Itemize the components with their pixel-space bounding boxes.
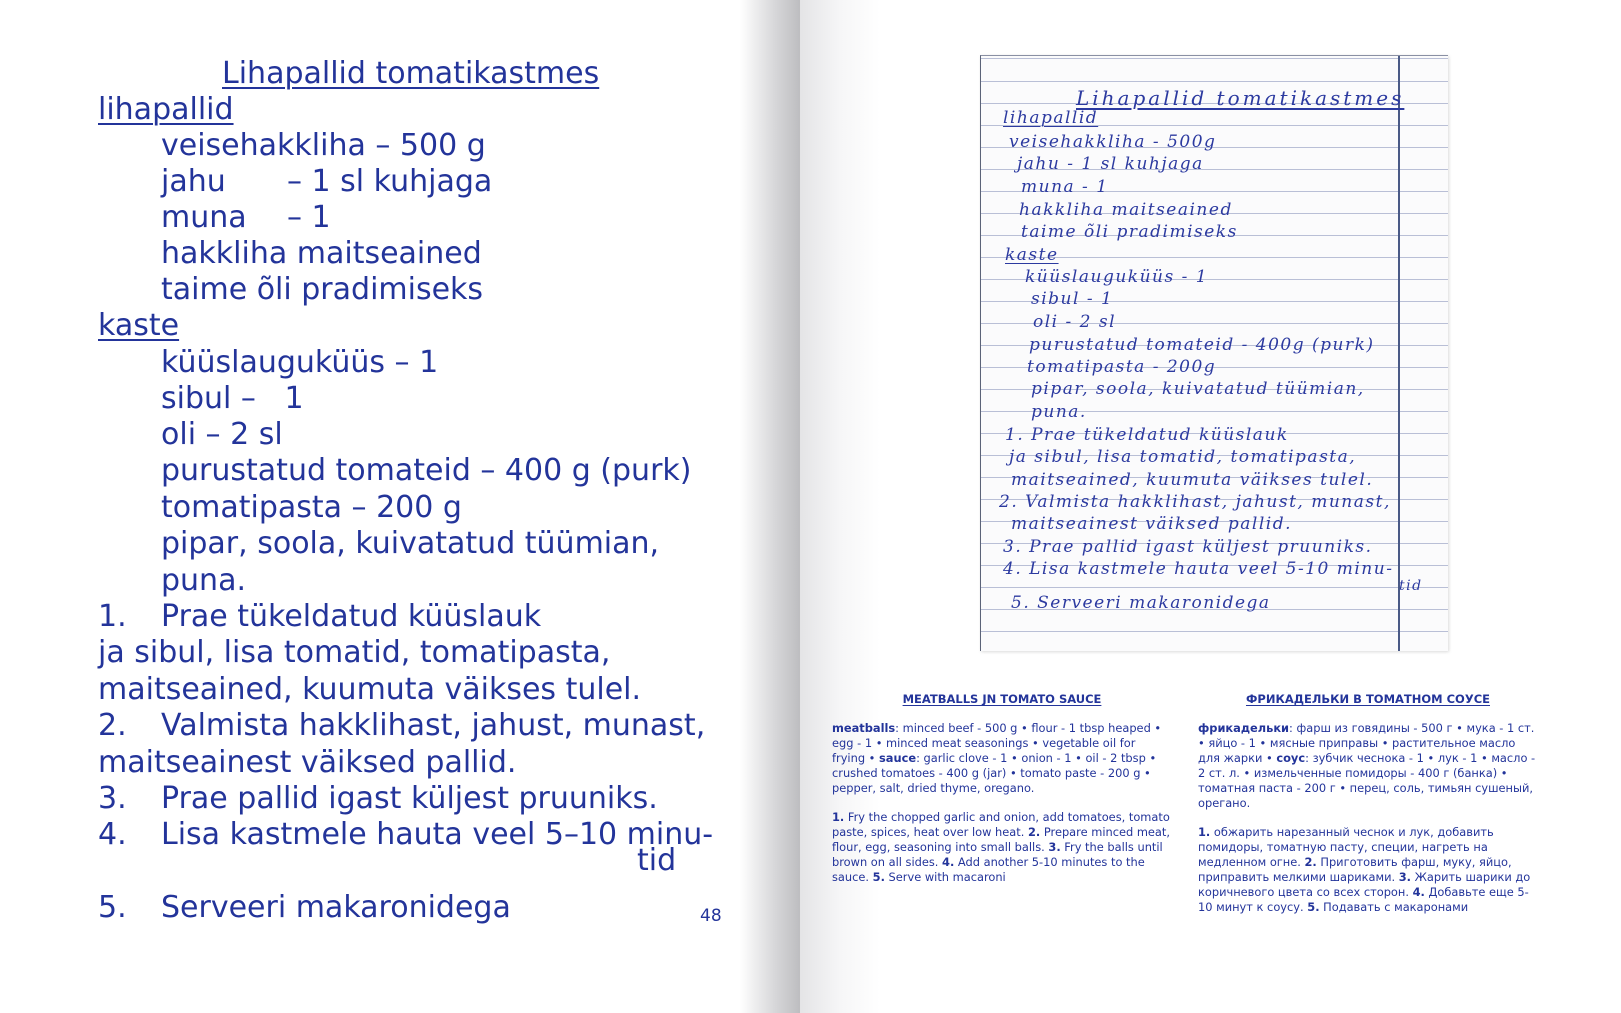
sauce-heading: kaste bbox=[98, 308, 180, 343]
step-number: 2. bbox=[98, 708, 127, 743]
step-number: 1. bbox=[98, 599, 127, 634]
handwritten-line: purustatud tomateid - 400g (purk) bbox=[1029, 335, 1375, 355]
handwritten-line: maitseainest väiksed pallid. bbox=[1011, 514, 1293, 534]
ingredient-egg-name: muna bbox=[161, 200, 247, 235]
handwritten-line: Lihapallid tomatikastmes bbox=[1076, 86, 1405, 110]
english-steps: 1. Fry the chopped garlic and onion, add tomatoes, tomato paste, spices, heat over low heat. 2. Prepare minced meat, flour, egg, seasoning into small balls. 3. Fry the balls until brown on all sides. 4. Add another 5-10 minutes to the sauce. 5. Serve with macaroni bbox=[832, 810, 1170, 884]
handwritten-line: 5. Serveeri makaronidega bbox=[1011, 593, 1271, 613]
handwritten-line: küüslauguküüs - 1 bbox=[1025, 267, 1209, 287]
russian-ingredients: фрикадельки: фарш из говядины - 500 г • мука - 1 ст. • яйцо - 1 • мясные приправы • растительное масло для жарки • соус: зубчик чеснока - 1 • лук - 1 • масло - 2 ст. л. • измельченные помидоры - 400 г (банка) • томатная паста - 200 г • перец, соль, тимьян сушеный, орегано. bbox=[1198, 721, 1536, 810]
step-text: Prae tükeldatud küüslauk bbox=[161, 599, 542, 634]
step-text: Lisa kastmele hauta veel 5–10 minu- bbox=[161, 817, 714, 852]
handwritten-line: puna. bbox=[1031, 402, 1087, 422]
handwritten-line: tomatipasta - 200g bbox=[1027, 357, 1217, 377]
handwritten-line: tid bbox=[1399, 578, 1423, 594]
ingredient-beef: veisehakkliha – 500 g bbox=[161, 128, 486, 163]
left-page bbox=[0, 0, 770, 1013]
right-page bbox=[770, 0, 1621, 1013]
handwritten-line: 4. Lisa kastmele hauta veel 5-10 minu- bbox=[1003, 559, 1394, 579]
sauce-ingredient: sibul – 1 bbox=[161, 381, 304, 416]
english-ingredients: meatballs: minced beef - 500 g • flour - 1 tbsp heaped • egg - 1 • minced meat seasonings • vegetable oil for frying • sauce: garlic clove - 1 • onion - 1 • oil - 2 tbsp • crushed tomatoes - 400 g (jar) • tomato paste - 200 g • pepper, salt, dried thyme, oregano. bbox=[832, 721, 1162, 795]
handwritten-line: ja sibul, lisa tomatid, tomatipasta, bbox=[1009, 447, 1357, 467]
page-number: 48 bbox=[700, 906, 722, 926]
handwritten-recipe-sheet bbox=[980, 55, 1448, 651]
sauce-ingredient: küüslauguküüs – 1 bbox=[161, 345, 439, 380]
english-heading: MEATBALLS JN TOMATO SAUCE bbox=[902, 692, 1102, 706]
handwritten-line: muna - 1 bbox=[1021, 177, 1109, 197]
handwritten-line: jahu - 1 sl kuhjaga bbox=[1017, 154, 1204, 174]
sauce-ingredient: tomatipasta – 200 g bbox=[161, 490, 462, 525]
ingredient-egg-amount: – 1 bbox=[287, 200, 331, 235]
russian-heading: ФРИКАДЕЛЬКИ В ТОМАТНОМ СОУСЕ bbox=[1245, 692, 1490, 706]
sauce-ingredient: oli – 2 sl bbox=[161, 417, 283, 452]
handwritten-line: maitseained, kuumuta väikses tulel. bbox=[1011, 470, 1374, 490]
handwritten-line: pipar, soola, kuivatatud tüümian, bbox=[1031, 379, 1365, 399]
handwritten-line: hakkliha maitseained bbox=[1019, 200, 1233, 220]
sauce-ingredient: puna. bbox=[161, 563, 246, 598]
step-text: Prae pallid igast küljest pruuniks. bbox=[161, 781, 658, 816]
handwritten-line: oli - 2 sl bbox=[1033, 312, 1117, 332]
handwritten-line: kaste bbox=[1005, 245, 1059, 265]
step-number: 4. bbox=[98, 817, 127, 852]
meatballs-heading: lihapallid bbox=[98, 92, 234, 127]
russian-steps: 1. обжарить нарезанный чеснок и лук, добавить помидоры, томатную пасту, специи, нагреть на медленном огне. 2. Приготовить фарш, муку, яйцо, приправить мелкими шариками. 3. Жарить шарики до коричневого цвета со всех сторон. 4. Добавьте еще 5-10 минут к соусу. 5. Подавать с макаронами bbox=[1198, 825, 1531, 914]
handwritten-line: 1. Prae tükeldatud küüslauk bbox=[1005, 425, 1289, 445]
book-gutter-shadow bbox=[740, 0, 800, 1013]
step-text: Valmista hakklihast, jahust, munast, bbox=[161, 708, 706, 743]
handwritten-line: sibul - 1 bbox=[1031, 289, 1114, 309]
sauce-ingredient: purustatud tomateid – 400 g (purk) bbox=[161, 453, 692, 488]
ingredient-seasonings: hakkliha maitseained bbox=[161, 236, 482, 271]
margin-line bbox=[1398, 56, 1400, 651]
step-number: 5. bbox=[98, 890, 127, 925]
handwritten-line: veisehakkliha - 500g bbox=[1009, 132, 1217, 152]
step-text: Serveeri makaronidega bbox=[161, 890, 511, 925]
ingredient-flour-name: jahu bbox=[161, 164, 226, 199]
step-text: maitseained, kuumuta väikses tulel. bbox=[98, 672, 642, 707]
recipe-title: Lihapallid tomatikastmes bbox=[222, 56, 600, 91]
step-text: ja sibul, lisa tomatid, tomatipasta, bbox=[98, 635, 611, 670]
handwritten-line: 2. Valmista hakklihast, jahust, munast, bbox=[999, 492, 1391, 512]
handwritten-line: 3. Prae pallid igast küljest pruuniks. bbox=[1003, 537, 1373, 557]
handwritten-line: lihapallid bbox=[1003, 108, 1099, 128]
russian-translation bbox=[1198, 692, 1538, 929]
sauce-ingredient: pipar, soola, kuivatatud tüümian, bbox=[161, 526, 660, 561]
ingredient-oil: taime õli pradimiseks bbox=[161, 272, 484, 307]
handwritten-line: taime õli pradimiseks bbox=[1021, 222, 1238, 242]
ingredient-flour-amount: – 1 sl kuhjaga bbox=[287, 164, 493, 199]
step-number: 3. bbox=[98, 781, 127, 816]
english-translation bbox=[832, 692, 1172, 899]
step-text: maitseainest väiksed pallid. bbox=[98, 745, 517, 780]
step-text: tid bbox=[637, 843, 677, 878]
